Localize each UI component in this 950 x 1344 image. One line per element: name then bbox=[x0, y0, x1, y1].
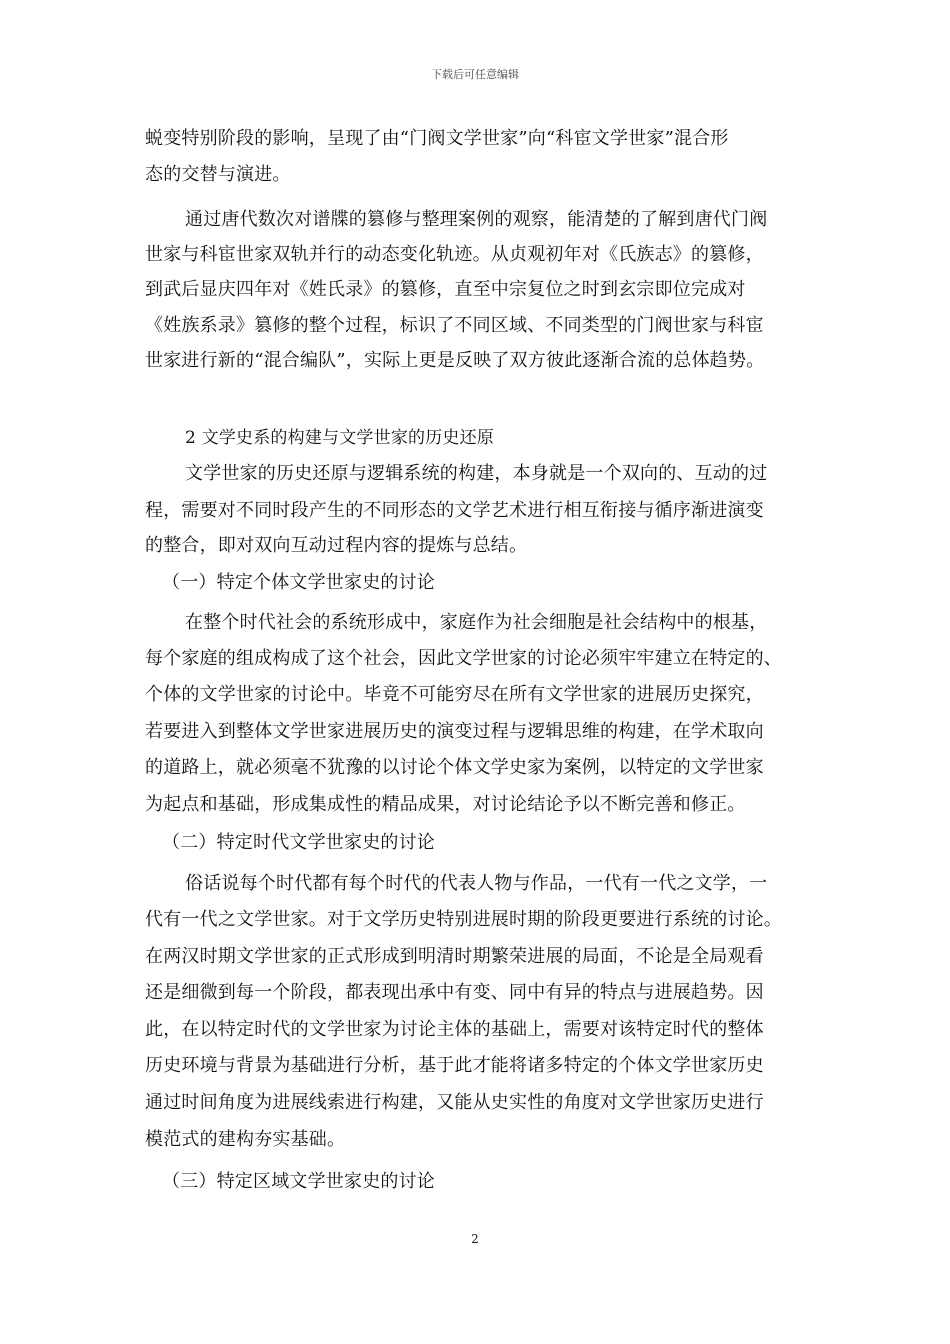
subsection-heading: （三）特定区域文学世家史的讨论 bbox=[162, 1171, 435, 1192]
paragraph-line: 世家与科宦世家双轨并行的动态变化轨迹。从贞观初年对《氏族志》的篡修， bbox=[145, 244, 764, 265]
paragraph-line: 为起点和基础，形成集成性的精品成果，对讨论结论予以不断完善和修正。 bbox=[145, 794, 746, 815]
subsection-heading: （二）特定时代文学世家史的讨论 bbox=[162, 832, 435, 853]
paragraph-line: 俗话说每个时代都有每个时代的代表人物与作品，一代有一代之文学，一 bbox=[185, 873, 768, 894]
paragraph-line: 每个家庭的组成构成了这个社会，因此文学世家的讨论必须牢牢建立在特定的、 bbox=[145, 648, 782, 669]
paragraph-line: 的整合，即对双向互动过程内容的提炼与总结。 bbox=[145, 535, 528, 556]
paragraph-line: 蜕变特别阶段的影响，呈现了由“门阀文学世家”向“科宦文学世家”混合形 bbox=[145, 128, 729, 149]
paragraph-line: 在两汉时期文学世家的正式形成到明清时期繁荣进展的局面，不论是全局观看 bbox=[145, 946, 764, 967]
subsection-heading: （一）特定个体文学世家史的讨论 bbox=[162, 572, 435, 593]
paragraph-line: 程，需要对不同时段产生的不同形态的文学艺术进行相互衔接与循序渐进演变 bbox=[145, 500, 764, 521]
paragraph-line: 还是细微到每一个阶段，都表现出承中有变、同中有异的特点与进展趋势。因 bbox=[145, 982, 764, 1003]
page-header: 下载后可任意编辑 bbox=[431, 68, 519, 81]
paragraph-line: 个体的文学世家的讨论中。毕竟不可能穷尽在所有文学世家的进展历史探究， bbox=[145, 684, 764, 705]
paragraph-line: 在整个时代社会的系统形成中，家庭作为社会细胞是社会结构中的根基， bbox=[185, 612, 768, 633]
paragraph-line: 历史环境与背景为基础进行分析，基于此才能将诸多特定的个体文学世家历史 bbox=[145, 1055, 764, 1076]
paragraph-line: 世家进行新的“混合编队”，实际上更是反映了双方彼此逐渐合流的总体趋势。 bbox=[145, 350, 765, 371]
paragraph-line: 模范式的建构夯实基础。 bbox=[145, 1129, 346, 1150]
paragraph-line: 到武后显庆四年对《姓氏录》的篡修，直至中宗复位之时到玄宗即位完成对 bbox=[145, 279, 746, 300]
paragraph-line: 通过唐代数次对谱牒的篡修与整理案例的观察，能清楚的了解到唐代门阀 bbox=[185, 209, 768, 230]
section-heading: 2 文学史系的构建与文学世家的历史还原 bbox=[185, 428, 495, 448]
paragraph-line: 态的交替与演进。 bbox=[145, 164, 291, 185]
page-number: 2 bbox=[471, 1232, 479, 1246]
paragraph-line: 文学世家的历史还原与逻辑系统的构建，本身就是一个双向的、互动的过 bbox=[185, 463, 768, 484]
paragraph-line: 此，在以特定时代的文学世家为讨论主体的基础上，需要对该特定时代的整体 bbox=[145, 1019, 764, 1040]
paragraph-line: 代有一代之文学世家。对于文学历史特别进展时期的阶段更要进行系统的讨论。 bbox=[145, 909, 782, 930]
paragraph-line: 的道路上，就必须毫不犹豫的以讨论个体文学史家为案例，以特定的文学世家 bbox=[145, 757, 764, 778]
paragraph-line: 《姓族系录》篡修的整个过程，标识了不同区域、不同类型的门阀世家与科宦 bbox=[145, 315, 764, 336]
paragraph-line: 若要进入到整体文学世家进展历史的演变过程与逻辑思维的构建，在学术取向 bbox=[145, 721, 764, 742]
paragraph-line: 通过时间角度为进展线索进行构建，又能从史实性的角度对文学世家历史进行 bbox=[145, 1092, 764, 1113]
